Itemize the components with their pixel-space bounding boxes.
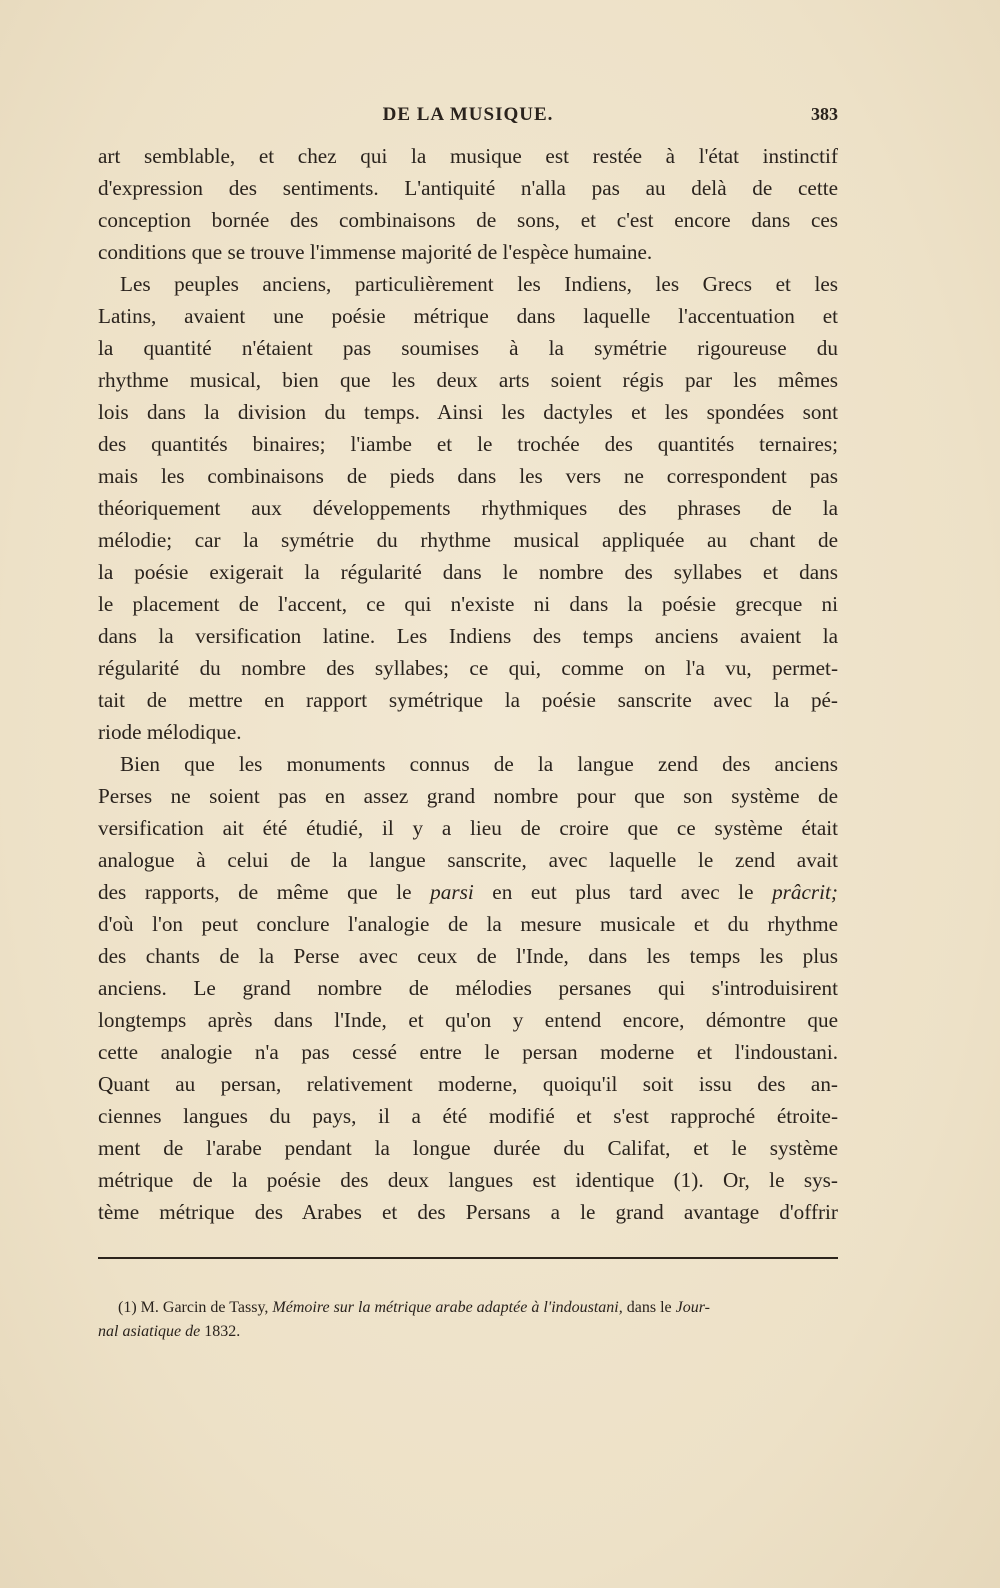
italic-word-pracrit: prâcrit; — [772, 880, 838, 904]
text-line: la quantité n'étaient pas soumises à la symétrie rigoureuse du — [98, 336, 838, 360]
text-line: riode mélodique. — [98, 720, 242, 744]
text-line: ment de l'arabe pendant la longue durée du Califat, et le système — [98, 1136, 838, 1160]
line-text-segment: des rapports, de même que le — [98, 880, 431, 904]
footnote-line — [98, 1320, 838, 1344]
footnote — [98, 1296, 838, 1344]
text-line: le placement de l'accent, ce qui n'existe ni dans la poésie grecque ni — [98, 592, 838, 616]
text-line: d'expression des sentiments. L'antiquité n'alla pas au delà de cette — [98, 176, 838, 200]
text-line: la poésie exigerait la régularité dans le nombre des syllabes et dans — [98, 560, 838, 584]
text-line: versification ait été étudié, il y a lieu de croire que ce système était — [98, 816, 838, 840]
text-line: Perses ne soient pas en assez grand nombre pour que son système de — [98, 784, 838, 808]
text-line: conception bornée des combinaisons de sons, et c'est encore dans ces — [98, 208, 838, 232]
text-line: conditions que se trouve l'immense majorité de l'espèce humaine. — [98, 240, 653, 264]
page-number: 383 — [811, 104, 838, 124]
text-line: lois dans la division du temps. Ainsi les dactyles et les spondées sont — [98, 400, 838, 424]
text-line: métrique de la poésie des deux langues est identique (1). Or, le sys- — [98, 1168, 838, 1192]
running-header — [98, 104, 838, 130]
line-text-segment: en eut plus tard avec le — [473, 880, 773, 904]
footnote-italic-title: Mémoire sur la métrique arabe adaptée à l'indoustani, — [272, 1299, 623, 1316]
paragraph-start-line: Bien que les monuments connus de la langue zend des anciens — [120, 752, 838, 776]
footnote-text-segment: dans le — [622, 1299, 676, 1316]
text-line: Quant au persan, relativement moderne, quoiqu'il soit issu des an- — [98, 1072, 838, 1096]
text-line: rhythme musical, bien que les deux arts soient régis par les mêmes — [98, 368, 838, 392]
text-line: tait de mettre en rapport symétrique la poésie sanscrite avec la pé- — [98, 688, 838, 712]
text-line: régularité du nombre des syllabes; ce qui, comme on l'a vu, permet- — [98, 656, 838, 680]
text-line: Latins, avaient une poésie métrique dans laquelle l'accentuation et — [98, 304, 838, 328]
footnote-italic-journal: nal asiatique de — [98, 1323, 201, 1340]
text-line: dans la versification latine. Les Indiens des temps anciens avaient la — [98, 624, 838, 648]
text-line: anciens. Le grand nombre de mélodies persanes qui s'introduisirent — [98, 976, 838, 1000]
text-line: mélodie; car la symétrie du rhythme musical appliquée au chant de — [98, 528, 838, 552]
text-line: art semblable, et chez qui la musique est restée à l'état instinctif — [98, 144, 838, 168]
paragraph-start-line: Les peuples anciens, particulièrement les Indiens, les Grecs et les — [120, 272, 838, 296]
text-line: tème métrique des Arabes et des Persans a le grand avantage d'offrir — [98, 1200, 838, 1224]
text-line: cette analogie n'a pas cessé entre le persan moderne et l'indoustani. — [98, 1040, 838, 1064]
text-line: théoriquement aux développements rhythmiques des phrases de la — [98, 496, 838, 520]
text-line: des quantités binaires; l'iambe et le trochée des quantités ternaires; — [98, 432, 838, 456]
text-line: ciennes langues du pays, il a été modifié et s'est rapproché étroite- — [98, 1104, 838, 1128]
footnote-text-segment: 1832. — [200, 1323, 241, 1340]
text-line: analogue à celui de la langue sanscrite, avec laquelle le zend avait — [98, 848, 838, 872]
footnote-text-segment: (1) M. Garcin de Tassy, — [118, 1299, 273, 1316]
footnote-line — [98, 1296, 838, 1320]
body-text — [98, 140, 838, 1228]
text-line: des chants de la Perse avec ceux de l'Inde, dans les temps les plus — [98, 944, 838, 968]
footnote-divider — [98, 1257, 838, 1259]
text-line: mais les combinaisons de pieds dans les vers ne correspondent pas — [98, 464, 838, 488]
text-line: d'où l'on peut conclure l'analogie de la mesure musicale et du rhythme — [98, 912, 838, 936]
running-title: DE LA MUSIQUE. — [382, 104, 554, 125]
italic-word-parsi: parsi — [430, 880, 474, 904]
text-line: longtemps après dans l'Inde, et qu'on y entend encore, démontre que — [98, 1008, 838, 1032]
text-line-with-italics — [98, 876, 838, 908]
footnote-italic-journal: Jour- — [675, 1299, 710, 1316]
